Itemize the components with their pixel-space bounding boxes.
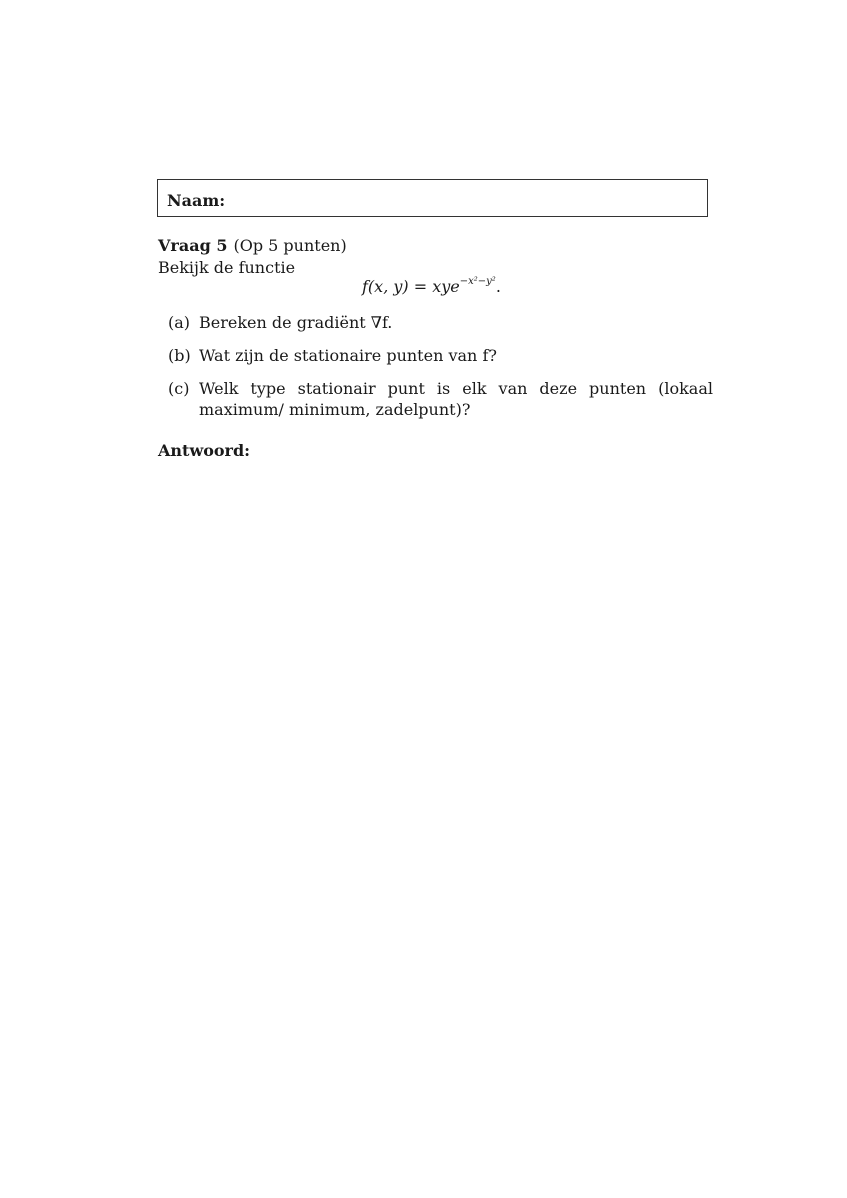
formula-exponent: −x²−y² bbox=[459, 276, 496, 287]
subquestion-b bbox=[168, 345, 713, 366]
subquestion-label: (a) bbox=[168, 313, 191, 332]
question-title: Vraag 5 bbox=[158, 236, 228, 255]
subquestion-label: (b) bbox=[168, 346, 191, 365]
subquestion-a bbox=[168, 312, 713, 333]
formula-end: . bbox=[495, 277, 501, 296]
function-formula bbox=[362, 276, 501, 296]
formula-rhs: xye bbox=[432, 277, 460, 296]
subquestion-c bbox=[168, 378, 713, 420]
answer-label: Antwoord: bbox=[158, 441, 251, 460]
subquestion-text: Wat zijn de stationaire punten van f? bbox=[199, 346, 497, 365]
subquestion-label: (c) bbox=[168, 379, 190, 398]
name-field-box[interactable] bbox=[157, 179, 708, 217]
subquestion-list bbox=[168, 312, 713, 432]
formula-lhs: f(x, y) bbox=[362, 277, 409, 296]
question-intro: Bekijk de functie bbox=[158, 258, 296, 277]
formula-equals: = bbox=[408, 277, 433, 296]
subquestion-text: Bereken de gradiënt ∇f. bbox=[199, 313, 393, 332]
subquestion-text: Welk type stationair punt is elk van deze punten (lokaal maximum/ minimum, zadelpunt)? bbox=[199, 379, 713, 419]
name-label: Naam: bbox=[167, 191, 226, 210]
question-heading bbox=[158, 236, 347, 255]
question-points: (Op 5 punten) bbox=[233, 236, 347, 255]
